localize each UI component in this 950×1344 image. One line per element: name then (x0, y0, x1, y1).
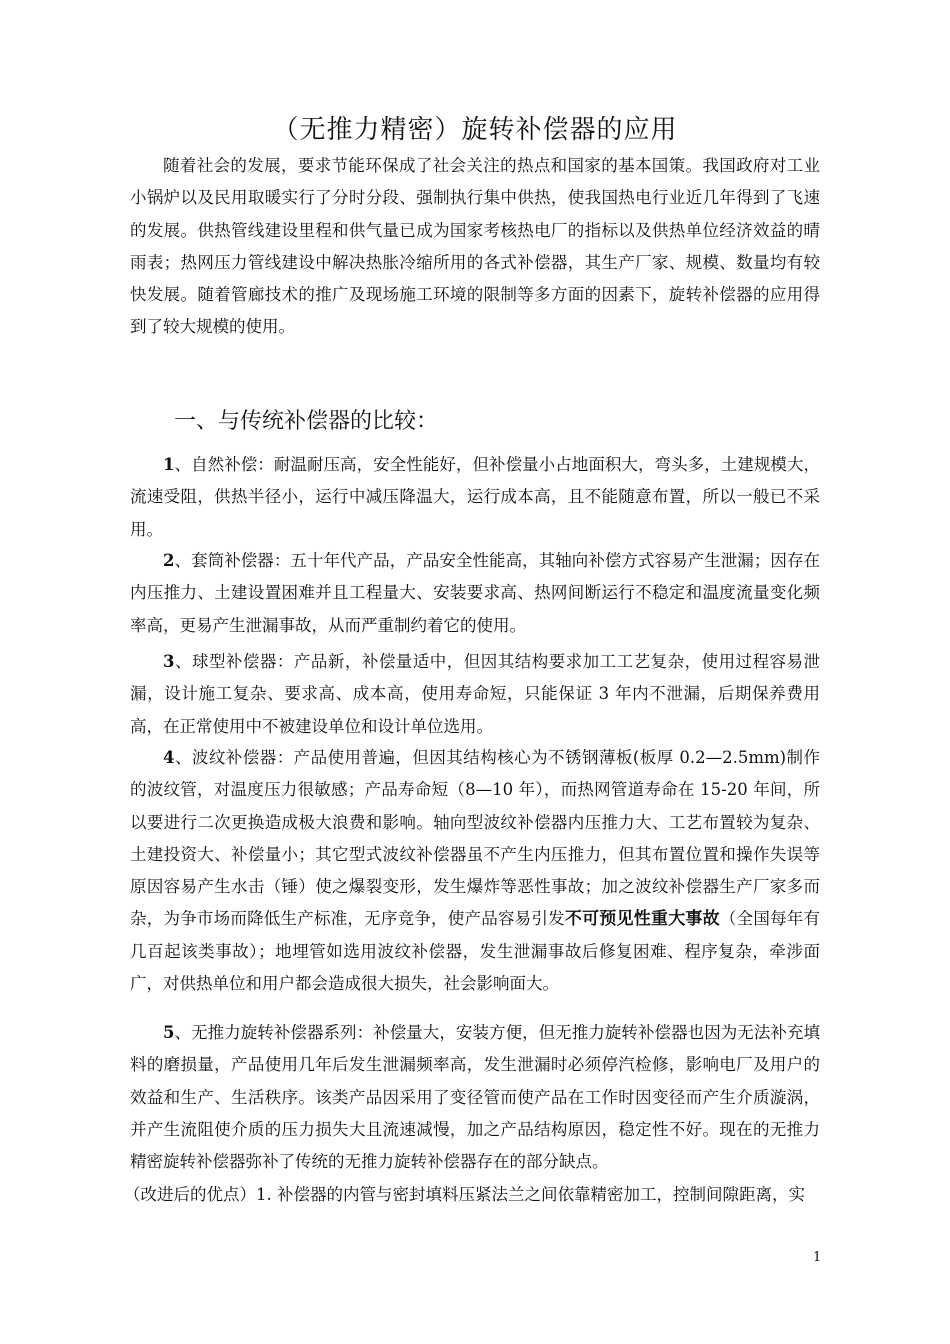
item-text-continued: （全国每年有几百起该类事故）；地埋管如选用波纹补偿器，发生泄漏事故后修复困难、程序复杂，牵涉面广，对供热单位和用户都会造成很大损失，社会影响面大。 (130, 909, 821, 994)
emphasized-text: 不可预见性重大事故 (564, 909, 720, 930)
item-text: 、套筒补偿器：五十年代产品，产品安全性能高，其轴向补偿方式容易产生泄漏；因存在内压推力、土建设置困难并且工程量大、安装要求高、热网间断运行不稳定和温度流量变化频率高，更易产生泄漏事故，从而严重制约着它的使用。 (130, 551, 820, 635)
document-title: （无推力精密）旋转补偿器的应用 (272, 115, 678, 146)
comparison-item-3 (130, 646, 820, 743)
section-heading: 一、与传统补偿器的比较： (174, 409, 439, 434)
comparison-item-5 (130, 1017, 820, 1178)
comparison-item-1 (130, 449, 820, 546)
item-text: 、波纹补偿器：产品使用普遍，但因其结构核心为不锈钢薄板(板厚 0.2—2.5mm)制作的波纹管，对温度压力很敏感；产品寿命短（8—10 年），而热网管道寿命在 15-20 年间，所以要进行二次更换造成极大浪费和影响。轴向型波纹补偿器内压推力大、工艺布置较为复杂、土建投资大、补偿量小；其它型式波纹补偿器虽不产生内压推力，但其布置位置和操作失误等原因容易产生水击（锤）使之爆裂变形，发生爆炸等恶性事故；加之波纹补偿器生产厂家多而杂，为争市场而降低生产标准，无序竞争，使产品容易引发 (130, 748, 820, 929)
intro-paragraph: 随着社会的发展，要求节能环保成了社会关注的热点和国家的基本国策。我国政府对工业小锅炉以及民用取暖实行了分时分段、强制执行集中供热，使我国热电行业近几年得到了飞速的发展。供热管线建设里程和供气量已成为国家考核热电厂的指标以及供热单位经济效益的晴雨表；热网压力管线建设中解决热胀冷缩所用的各式补偿器，其生产厂家、规模、数量均有较快发展。随着管廊技术的推广及现场施工环境的限制等多方面的因素下，旋转补偿器的应用得到了较大规模的使用。 (130, 156, 820, 337)
improvement-note: （改进后的优点）1. 补偿器的内管与密封填料压紧法兰之间依靠精密加工，控制间隙距离，实 (124, 1185, 805, 1204)
item-text: 、无推力旋转补偿器系列：补偿量大，安装方便，但无推力旋转补偿器也因为无法补充填料的磨损量，产品使用几年后发生泄漏频率高，发生泄漏时必须停汽检修，影响电厂及用户的效益和生产、生活秩序。该类产品因采用了变径管而使产品在工作时因变径而产生介质漩涡，并产生流阻使介质的压力损失大且流速减慢，加之产品结构原因，稳定性不好。现在的无推力精密旋转补偿器弥补了传统的无推力旋转补偿器存在的部分缺点。 (130, 1023, 820, 1172)
item-text: 、球型补偿器：产品新，补偿量适中，但因其结构要求加工工艺复杂，使用过程容易泄漏，设计施工复杂、要求高、成本高，使用寿命短，只能保证 3 年内不泄漏，后期保养费用高，在正常使用中不被建设单位和设计单位选用。 (130, 652, 820, 736)
item-number: 5 (163, 1023, 175, 1042)
item-number: 4 (163, 748, 175, 767)
comparison-item-2 (130, 545, 820, 642)
page-number: 1 (813, 1250, 822, 1265)
item-number: 2 (163, 551, 175, 570)
comparison-item-4 (130, 742, 820, 1000)
item-number: 3 (163, 652, 175, 671)
item-text: 、自然补偿：耐温耐压高，安全性能好，但补偿量小占地面积大，弯头多，土建规模大，流速受阻，供热半径小，运行中减压降温大，运行成本高，且不能随意布置，所以一般已不采用。 (130, 455, 820, 539)
item-number: 1 (163, 455, 175, 474)
